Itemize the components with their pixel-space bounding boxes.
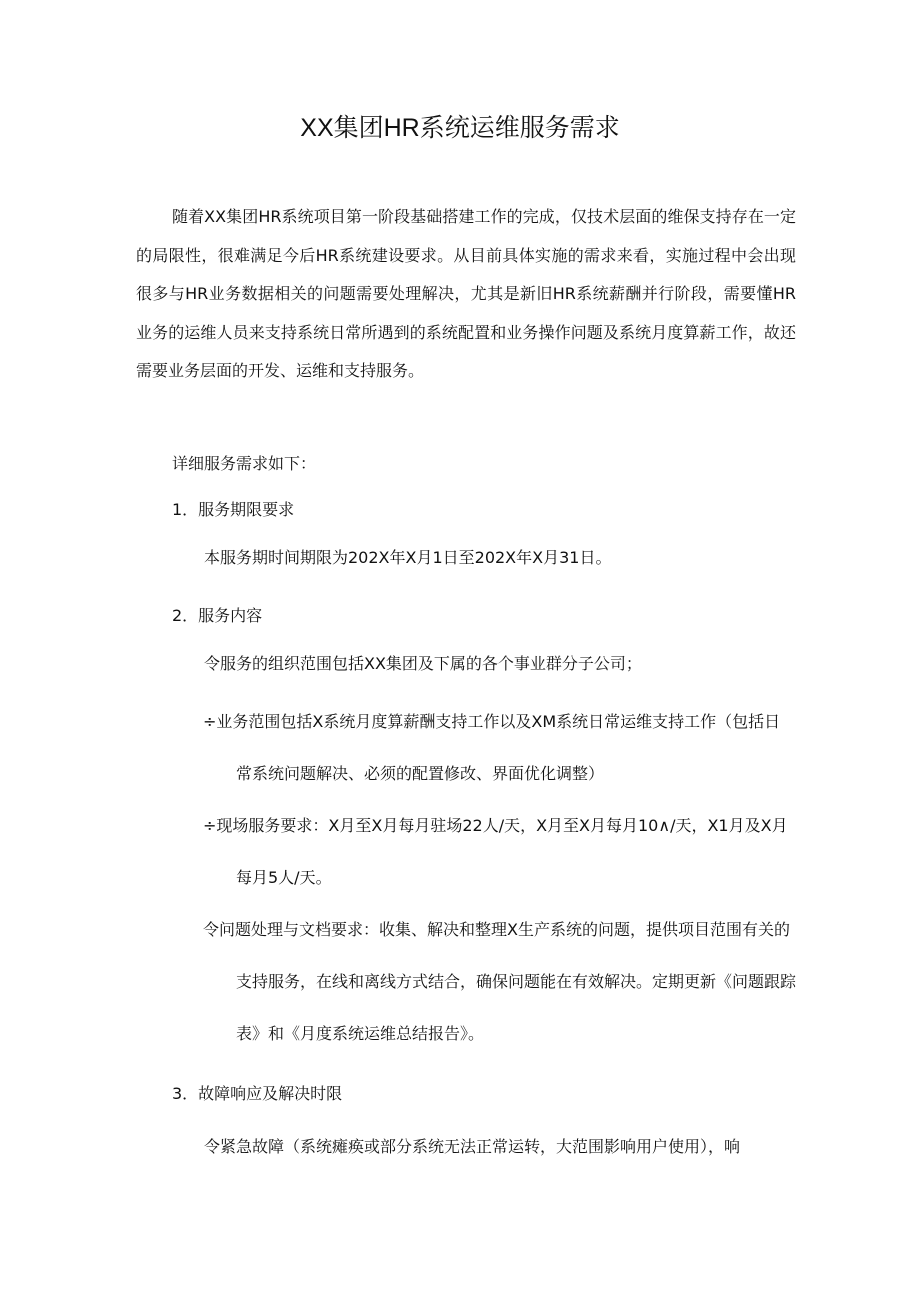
- detail-lead: 详细服务需求如下：: [172, 454, 317, 473]
- intro-paragraph: 随着XX集团HR系统项目第一阶段基础搭建工作的完成，仅技术层面的维保支持存在一定的局限性，很难满足今后HR系统建设要求。从目前具体实施的需求来看，实施过程中会出现很多与HR业务数据相关的问题需要处理解决，尤其是新旧HR系统薪酬并行阶段，需要懂HR业务的运维人员来支持系统日常所遇到的系统配置和业务操作问题及系统月度算薪工作，故还需要业务层面的开发、运维和支持服务。: [136, 207, 796, 380]
- section-2-item-2: ÷业务范围包括X系统月度算薪酬支持工作以及XM系统日常运维支持工作（包括日常系统问题解决、必须的配置修改、界面优化调整）: [203, 712, 781, 783]
- section-3-heading: 3．故障响应及解决时限: [172, 1084, 343, 1103]
- section-2-item-1: 令服务的组织范围包括XX集团及下属的各个事业群分子公司；: [204, 654, 642, 673]
- section-3-item-1: 令紧急故障（系统瘫痪或部分系统无法正常运转，大范围影响用户使用），响: [204, 1137, 741, 1156]
- section-2-heading: 2．服务内容: [172, 606, 263, 625]
- section-2-item-3: ÷现场服务要求：X月至X月每月驻场22人/天，X月至X月每月10∧/天，X1月及X月每月5人/天。: [203, 816, 788, 887]
- document-title: XX集团HR系统运维服务需求: [300, 114, 620, 142]
- section-1-body: 本服务期时间期限为202X年X月1日至202X年X月31日。: [204, 548, 612, 567]
- section-2-item-4: 令问题处理与文档要求：收集、解决和整理X生产系统的问题，提供项目范围有关的支持服务，在线和离线方式结合，确保问题能在有效解决。定期更新《问题跟踪表》和《月度系统运维总结报告》。: [203, 920, 797, 1043]
- section-1-heading: 1．服务期限要求: [172, 500, 295, 519]
